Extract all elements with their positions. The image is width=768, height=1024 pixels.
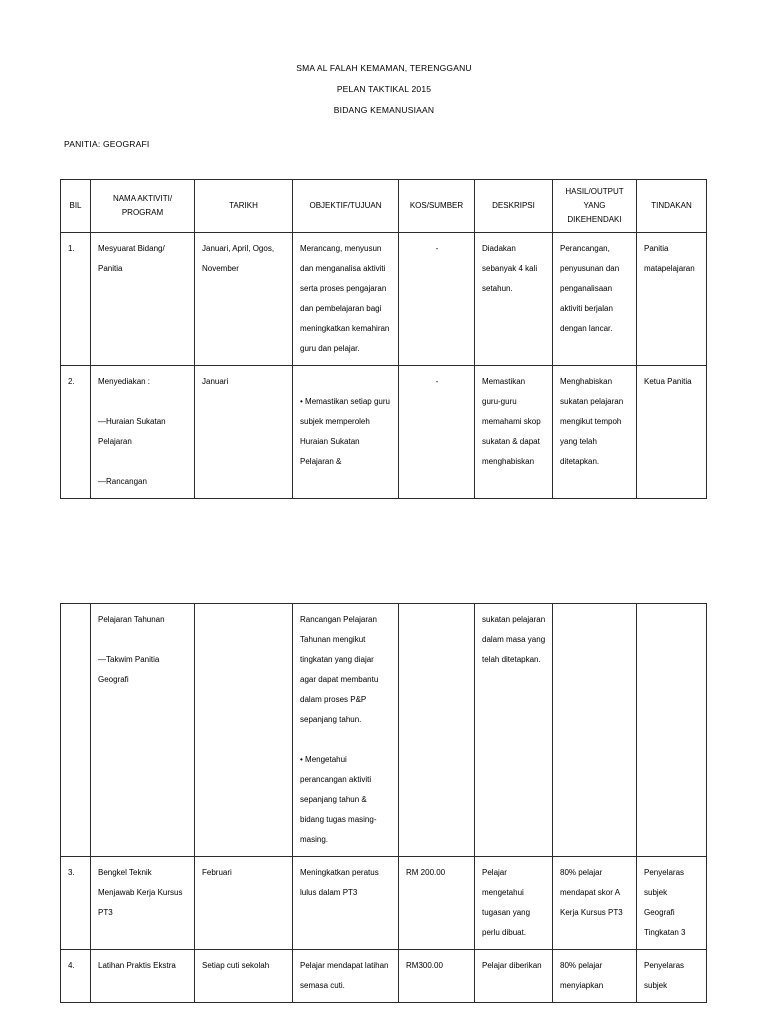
cell-nama-aktiviti: Mesyuarat Bidang/ Panitia — [91, 233, 195, 366]
cell-deskripsi: Pelajar mengetahui tugasan yang perlu dibuat. — [475, 857, 553, 950]
cell-hasil-output: Menghabiskan sukatan pelajaran mengikut tempoh yang telah ditetapkan. — [553, 366, 637, 499]
cell-kos: - — [399, 233, 475, 366]
cell-bil: 2. — [61, 366, 91, 499]
cell-bil — [61, 604, 91, 857]
cell-kos — [399, 604, 475, 857]
cell-tarikh: Setiap cuti sekolah — [195, 950, 293, 1003]
column-header-kos: KOS/SUMBER — [399, 180, 475, 233]
table-row — [61, 857, 707, 950]
cell-tindakan — [637, 604, 707, 857]
cell-nama-item: —Rancangan — [98, 477, 147, 486]
table-row — [61, 604, 707, 857]
document-header — [0, 0, 768, 121]
cell-objektif-para1: Rancangan Pelajaran Tahunan mengikut tingkatan yang diajar agar dapat membantu dalam proses P&P sepanjang tahun. — [300, 615, 379, 724]
document-title: PELAN TAKTIKAL 2015 — [336, 84, 432, 94]
cell-tarikh — [195, 604, 293, 857]
cell-bil: 3. — [61, 857, 91, 950]
tactical-plan-table-part2 — [60, 603, 707, 1003]
cell-tarikh: Januari, April, Ogos, November — [195, 233, 293, 366]
column-header-tarikh: TARIKH — [195, 180, 293, 233]
column-header-tindakan: TINDAKAN — [637, 180, 707, 233]
cell-objektif — [293, 366, 399, 499]
table-header-row — [61, 180, 707, 233]
cell-tindakan: Ketua Panitia — [637, 366, 707, 499]
cell-objektif-para2: • Mengetahui perancangan aktiviti sepanjang tahun & bidang tugas masing-masing. — [300, 755, 377, 844]
table-row — [61, 950, 707, 1003]
column-header-objektif: OBJEKTIF/TUJUAN — [293, 180, 399, 233]
page-break-gap — [0, 499, 768, 603]
column-header-hasil-output — [553, 180, 637, 233]
document-subtitle: BIDANG KEMANUSIAAN — [333, 105, 435, 115]
cell-objektif: Meningkatkan peratus lulus dalam PT3 — [293, 857, 399, 950]
cell-nama-item-text: Huraian Sukatan Pelajaran — [98, 417, 166, 446]
cell-deskripsi: sukatan pelajaran dalam masa yang telah ditetapkan. — [475, 604, 553, 857]
column-header-deskripsi: DESKRIPSI — [475, 180, 553, 233]
cell-objektif: Merancang, menyusun dan menganalisa aktiviti serta proses pengajaran dan pembelajaran bagi meningkatkan kemahiran guru dan pelajar. — [293, 233, 399, 366]
table-row — [61, 233, 707, 366]
cell-nama-intro: Menyediakan : — [98, 377, 151, 386]
cell-bil: 1. — [61, 233, 91, 366]
column-header-nama-line1: NAMA AKTIVITI/ — [112, 194, 173, 203]
cell-kos: - — [399, 366, 475, 499]
cell-kos: RM300.00 — [399, 950, 475, 1003]
column-header-hasil-line3: DIKEHENDAKI — [567, 215, 622, 224]
tactical-plan-table-part1 — [60, 179, 707, 499]
cell-bil: 4. — [61, 950, 91, 1003]
column-header-hasil-line2: YANG — [583, 201, 606, 210]
cell-objektif: Pelajar mendapat latihan semasa cuti. — [293, 950, 399, 1003]
column-header-bil: BIL — [61, 180, 91, 233]
cell-nama-aktiviti — [91, 366, 195, 499]
cell-deskripsi: Memastikan guru-guru memahami skop sukatan & dapat menghabiskan — [475, 366, 553, 499]
cell-nama-item-text: Rancangan — [106, 477, 147, 486]
cell-nama-line1: Pelajaran Tahunan — [98, 615, 165, 624]
cell-nama-aktiviti — [91, 604, 195, 857]
column-header-nama-line2: PROGRAM — [121, 208, 164, 217]
cell-objektif-text: • Memastikan setiap guru subjek memperoleh Huraian Sukatan Pelajaran & — [300, 397, 390, 466]
cell-tindakan: Penyelaras subjek Geografi Tingkatan 3 — [637, 857, 707, 950]
cell-nama-aktiviti: Latihan Praktis Ekstra — [91, 950, 195, 1003]
cell-deskripsi: Diadakan sebanyak 4 kali setahun. — [475, 233, 553, 366]
cell-tarikh: Januari — [195, 366, 293, 499]
cell-deskripsi: Pelajar diberikan — [475, 950, 553, 1003]
cell-nama-item-text: Takwim Panitia Geografi — [98, 655, 160, 684]
cell-objektif — [293, 604, 399, 857]
cell-hasil-output: 80% pelajar mendapat skor A Kerja Kursus PT3 — [553, 857, 637, 950]
cell-tindakan: Penyelaras subjek — [637, 950, 707, 1003]
school-name: SMA AL FALAH KEMAMAN, TERENGGANU — [296, 63, 472, 73]
cell-nama-aktiviti: Bengkel Teknik Menjawab Kerja Kursus PT3 — [91, 857, 195, 950]
cell-hasil-output — [553, 604, 637, 857]
cell-nama-item: —Takwim Panitia Geografi — [98, 655, 160, 684]
cell-hasil-output: 80% pelajar menyiapkan — [553, 950, 637, 1003]
cell-hasil-output: Perancangan, penyusunan dan penganalisaan aktiviti berjalan dengan lancar. — [553, 233, 637, 366]
cell-tindakan: Panitia matapelajaran — [637, 233, 707, 366]
panitia-label: PANITIA: GEOGRAFI — [64, 139, 150, 149]
cell-nama-item: —Huraian Sukatan Pelajaran — [98, 417, 166, 446]
table-row — [61, 366, 707, 499]
cell-kos: RM 200.00 — [399, 857, 475, 950]
column-header-nama-aktiviti — [91, 180, 195, 233]
cell-tarikh: Februari — [195, 857, 293, 950]
column-header-hasil-line1: HASIL/OUTPUT — [565, 187, 624, 196]
